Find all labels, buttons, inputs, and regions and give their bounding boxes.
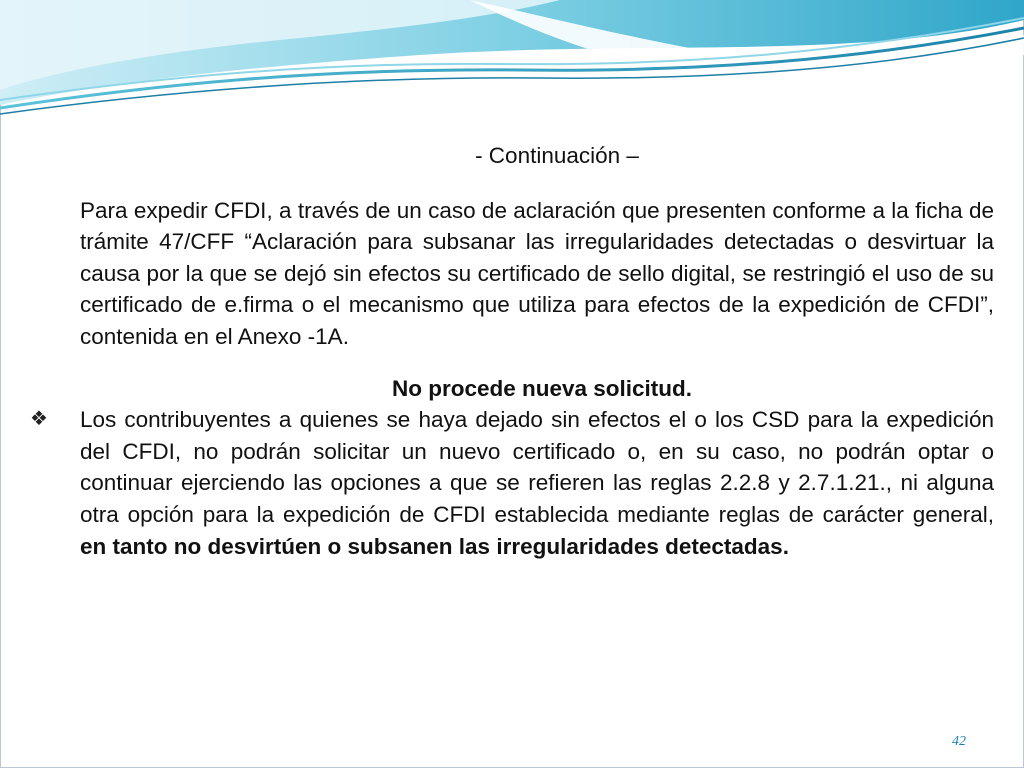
intro-paragraph: Para expedir CFDI, a través de un caso de aclaración que presenten conforme a la ficha de trámite 47/CFF “Aclaración para subsanar las irregularidades detectadas o desvirtuar la causa por la que se dejó sin efectos su certificado de sello digital, se restringió el uso de su certificado de e.firma o el mecanismo que utiliza para efectos de la expedición de CFDI”, contenida en el Anexo -1A.: [80, 197, 994, 349]
slide-content: [30, 140, 994, 562]
header-wave-decoration: [0, 0, 1024, 130]
bullet-paragraph: [80, 404, 994, 562]
bullet-text-regular: Los contribuyentes a quienes se haya dejado sin efectos el o los CSD para la expedición del CFDI, no podrán solicitar un nuevo certificado o, en su caso, no podrán optar o continuar ejerciendo las opciones a que se refieren las reglas 2.2.8 y 2.7.1.21., ni alguna otra opción para la expedición de CFDI establecida mediante reglas de carácter general,: [80, 407, 994, 527]
page-number: 42: [952, 734, 966, 749]
bullet-item: [30, 404, 994, 562]
diamond-bullet-icon: ❖: [30, 408, 48, 431]
slide-subtitle: - Continuación –: [475, 143, 639, 168]
bullet-text-bold: en tanto no desvirtúen o subsanen las irregularidades detectadas.: [80, 533, 789, 559]
section-heading: No procede nueva solicitud.: [391, 375, 693, 401]
